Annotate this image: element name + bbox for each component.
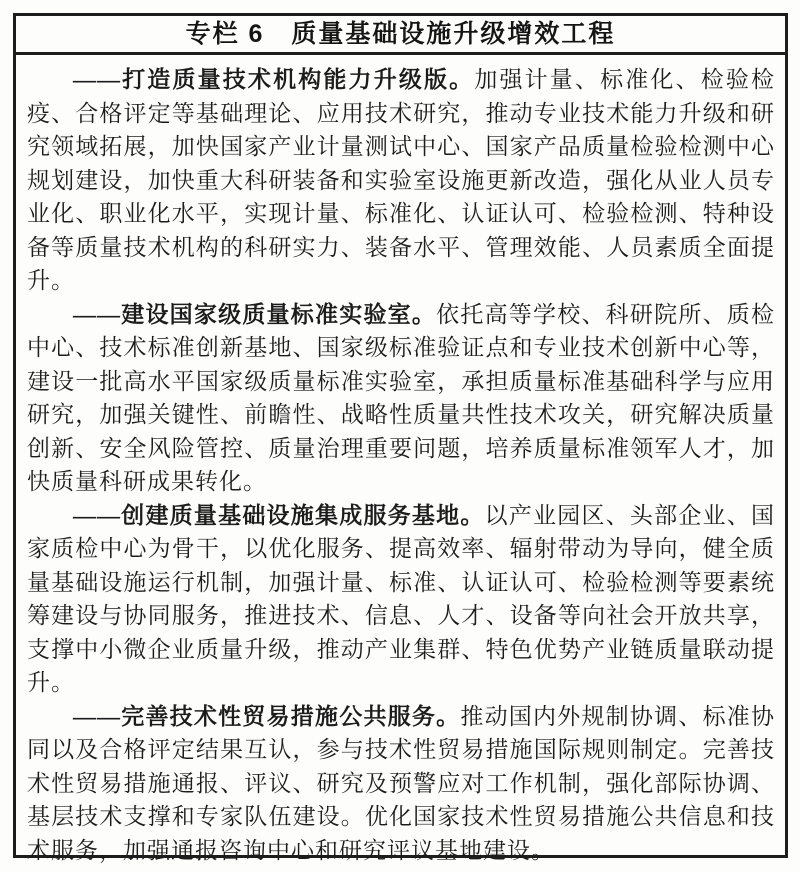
paragraph-lead: ——建设国家级质量标准实验室。 [73, 301, 437, 327]
paragraph [27, 63, 775, 298]
paragraph-lead: ——完善技术性贸易措施公共服务。 [73, 703, 461, 729]
paragraph-lead: ——打造质量技术机构能力升级版。 [73, 67, 475, 92]
paragraph [27, 499, 775, 700]
boxed-panel [13, 13, 788, 863]
paragraph-text: 推动国内外规制协调、标准协同以及合格评定结果互认，参与技术性贸易措施国际规则制定。完善技术性贸易措施通报、评议、研究及预警应对工作机制，强化部际协调、基层技术支撑和专家队伍建设。优化国家技术性贸易措施公共信息和技术服务，加强通报咨询中心和研究评议基地建设。 [27, 703, 776, 863]
paragraph-text: 依托高等学校、科研院所、质检中心、技术标准创新基地、国家级标准验证点和专业技术创新中心等，建设一批高水平国家级质量标准实验室，承担质量标准基础科学与应用研究，加强关键性、前瞻性、战略性质量共性技术攻关，研究解决质量创新、安全风险管控、质量治理重要问题，培养质量标准领军人才，加快质量科研成果转化。 [27, 301, 776, 494]
paragraph [27, 298, 775, 499]
panel-title: 专栏 6 质量基础设施升级增效工程 [16, 16, 785, 55]
paragraph [27, 700, 775, 868]
panel-body [16, 55, 785, 867]
paragraph-text: 加强计量、标准化、检验检疫、合格评定等基础理论、应用技术研究，推动专业技术能力升级和研究领域拓展，加快国家产业计量测试中心、国家产品质量检验检测中心规划建设，加快重大科研装备和实验室设施更新改造，强化从业人员专业化、职业化水平，实现计量、标准化、认证认可、检验检测、特种设备等质量技术机构的科研实力、装备水平、管理效能、人员素质全面提升。 [27, 67, 776, 293]
paragraph-text: 以产业园区、头部企业、国家质检中心为骨干，以优化服务、提高效率、辐射带动为导向，健全质量基础设施运行机制，加强计量、标准、认证认可、检验检测等要素统筹建设与协同服务，推进技术、信息、人才、设备等向社会开放共享，支撑中小微企业质量升级，推动产业集群、特色优势产业链质量联动提升。 [27, 502, 776, 695]
paragraph-lead: ——创建质量基础设施集成服务基地。 [73, 502, 485, 528]
